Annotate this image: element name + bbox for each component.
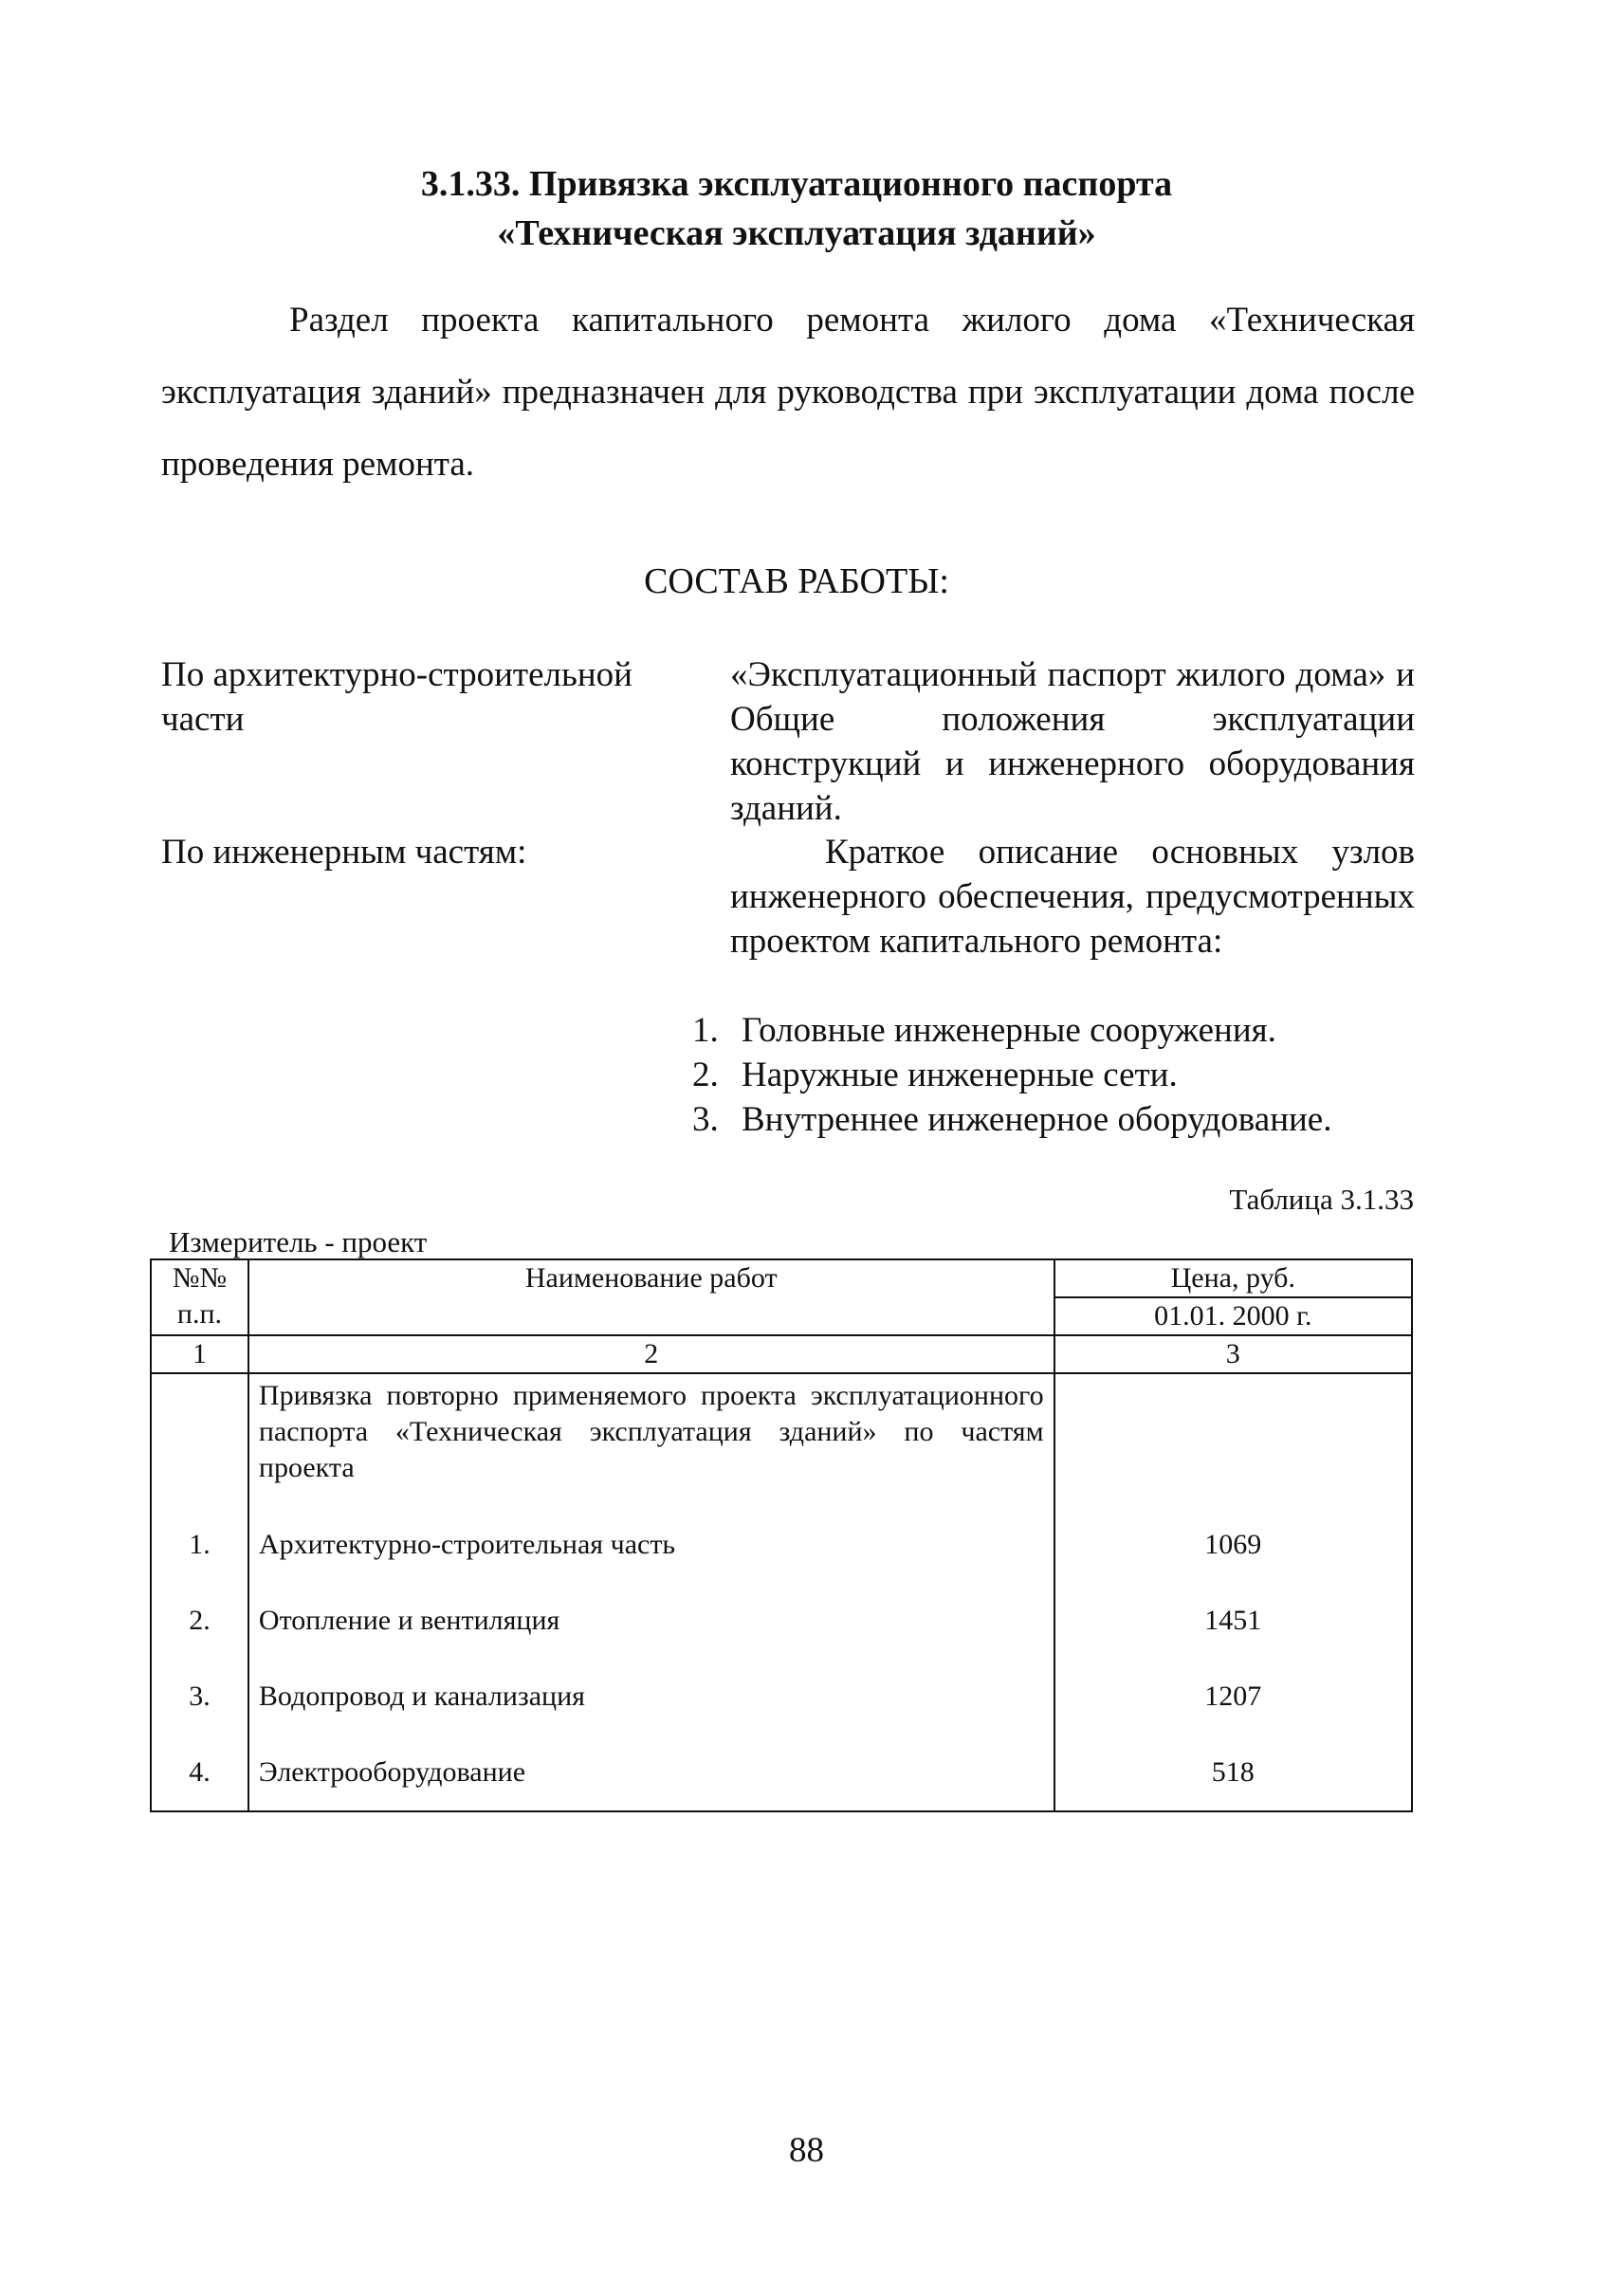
architectural-part-label: По архитектурно-строительной части (161, 655, 632, 739)
row-price: 1207 (1054, 1659, 1412, 1735)
section-heading (161, 159, 1432, 258)
table-group-row (151, 1373, 1412, 1507)
row-number: 2. (151, 1583, 248, 1659)
list-item-text: Наружные инженерные сети. (742, 1056, 1178, 1094)
row-work-name: Электрооборудование (248, 1735, 1054, 1811)
list-item (692, 1008, 1432, 1053)
row-work-name: Архитектурно-строительная часть (248, 1507, 1054, 1583)
table-row (151, 1583, 1412, 1659)
header-number (151, 1259, 248, 1335)
list-item-number: 3. (692, 1100, 719, 1139)
header-number-line-2: п.п. (176, 1298, 223, 1330)
table-row (151, 1507, 1412, 1583)
row-price: 1069 (1054, 1507, 1412, 1583)
architectural-part-text: «Эксплуатационный паспорт жилого дома» и Общие положения эксплуатации конструкций и инженерного оборудования зданий. (730, 655, 1415, 828)
header-price-date: 01.01. 2000 г. (1054, 1297, 1412, 1335)
table-caption: Таблица 3.1.33 (1229, 1183, 1414, 1216)
heading-line-2: «Техническая эксплуатация зданий» (497, 213, 1096, 253)
list-item-text: Головные инженерные сооружения. (742, 1011, 1276, 1050)
intro-paragraph: Раздел проекта капитального ремонта жилого дома «Техническая эксплуатация зданий» предназначен для руководства при эксплуатации дома после проведения ремонта. (161, 301, 1415, 484)
column-index: 1 (151, 1335, 248, 1373)
row-price: 1451 (1054, 1583, 1412, 1659)
table-row (151, 1735, 1412, 1811)
header-number-line-1: №№ (172, 1262, 228, 1294)
list-item-number: 1. (692, 1011, 719, 1050)
table-row (151, 1659, 1412, 1735)
column-index: 2 (248, 1335, 1054, 1373)
list-item (692, 1053, 1432, 1097)
engineering-parts-text: Краткое описание основных узлов инженерного обеспечения, предусмотренных проектом капитального ремонта: (730, 833, 1415, 961)
row-price: 518 (1054, 1735, 1412, 1811)
row-work-name: Отопление и вентиляция (248, 1583, 1054, 1659)
list-item-number: 2. (692, 1056, 719, 1094)
header-work-name: Наименование работ (248, 1259, 1054, 1335)
row-work-name: Водопровод и канализация (248, 1659, 1054, 1735)
column-index: 3 (1054, 1335, 1412, 1373)
row-number: 4. (151, 1735, 248, 1811)
row-number: 1. (151, 1507, 248, 1583)
page-number: 88 (789, 2131, 824, 2170)
engineering-items-list (692, 1008, 1432, 1142)
group-description: Привязка повторно применяемого проекта эксплуатационного паспорта «Техническая эксплуатация зданий» по частям проекта (248, 1373, 1054, 1507)
list-item (692, 1097, 1432, 1142)
row-number: 3. (151, 1659, 248, 1735)
heading-line-1: 3.1.33. Привязка эксплуатационного паспорта (420, 164, 1173, 204)
header-price: Цена, руб. (1054, 1259, 1412, 1297)
column-index-row (151, 1335, 1412, 1373)
table-measure-unit: Измеритель - проект (169, 1225, 428, 1258)
composition-title: СОСТАВ РАБОТЫ: (644, 561, 949, 601)
list-item-text: Внутреннее инженерное оборудование. (742, 1100, 1332, 1139)
price-table (150, 1258, 1413, 1812)
engineering-parts-label: По инженерным частям: (161, 833, 527, 872)
